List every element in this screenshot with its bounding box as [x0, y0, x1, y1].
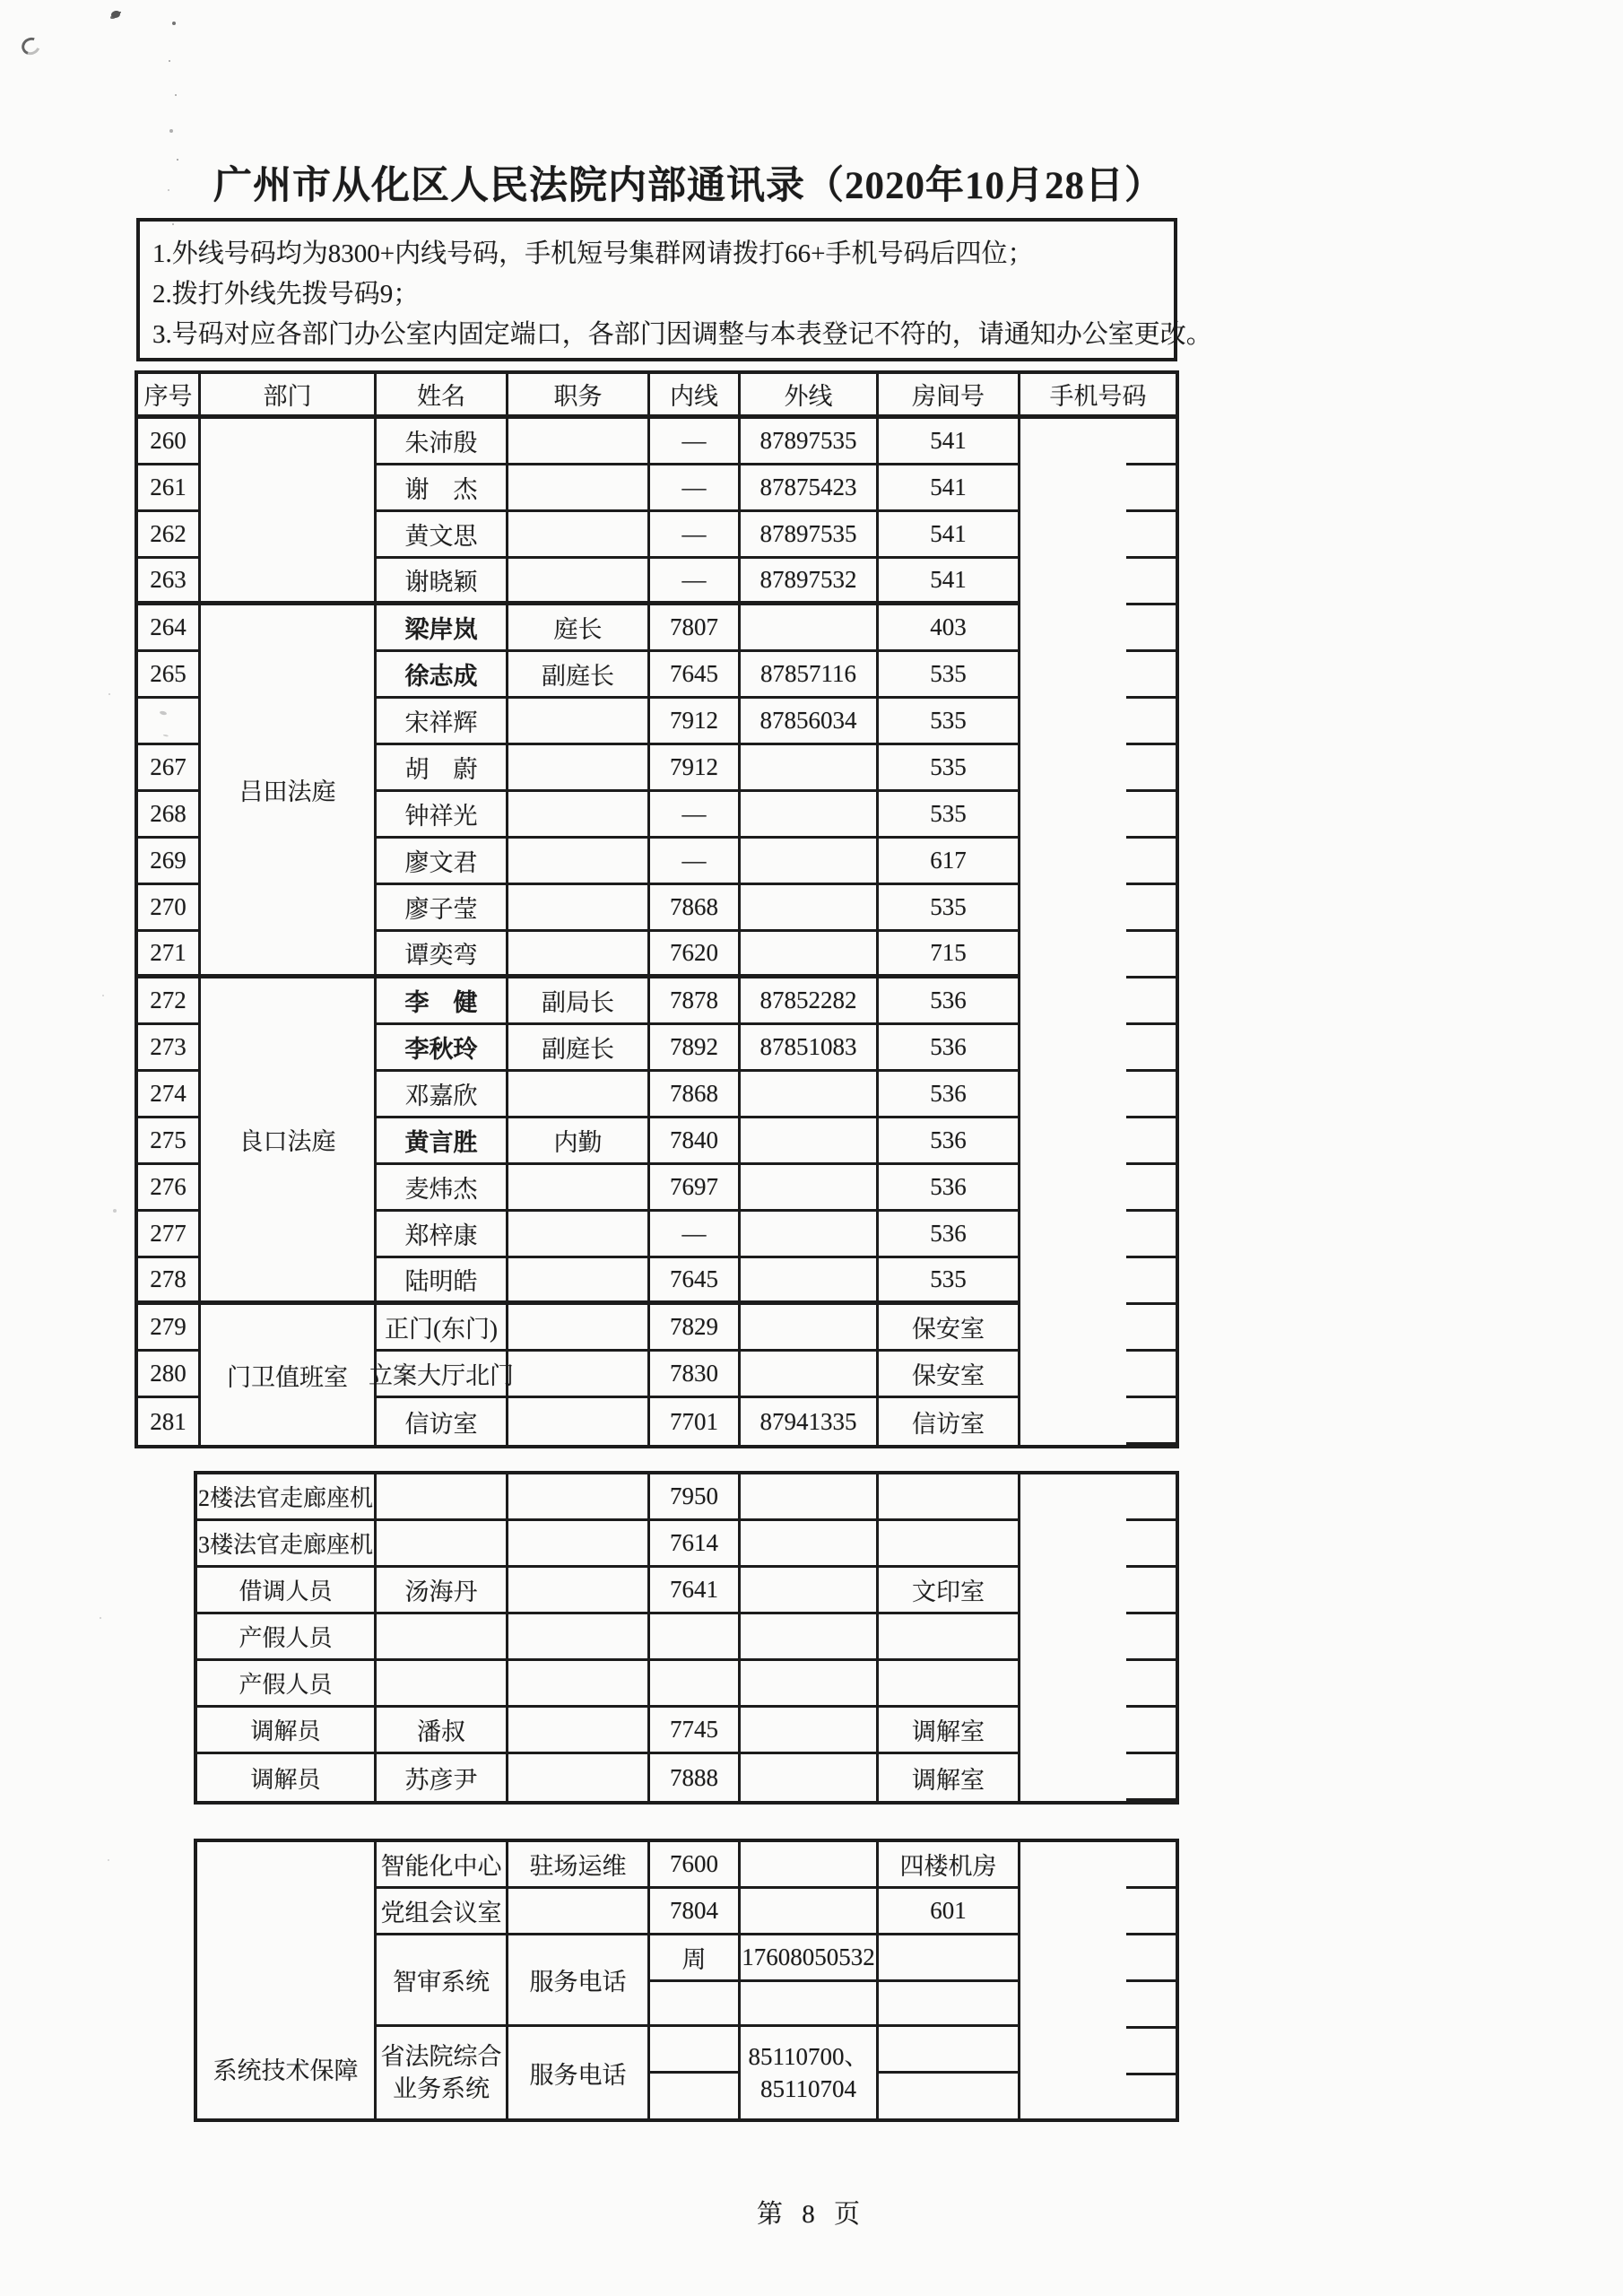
cell-extension: 7701 [650, 1398, 741, 1445]
scan-artifact-blob [111, 11, 120, 18]
cell-extension: 7878 [650, 978, 741, 1025]
column-header-room: 房间号 [879, 374, 1020, 419]
cell-title [508, 699, 650, 745]
cell-category: 3楼法官走廊座机 [197, 1521, 377, 1568]
cell-name: 信访室 [377, 1398, 508, 1445]
cell-title [508, 839, 650, 885]
cell-outside-line: 87856034 [741, 699, 879, 745]
cell-extension: — [650, 1212, 741, 1258]
cell-room [879, 1982, 1020, 2027]
mobile-column-cell [1020, 419, 1176, 1445]
cell-name: 谭奕弯 [377, 932, 508, 978]
cell-room: 文印室 [879, 1568, 1020, 1614]
mobile-column-cell [1020, 1474, 1176, 1801]
cell-dept: 门卫值班室 [201, 1305, 377, 1445]
cell-extension [650, 2027, 741, 2074]
cell-seq: 261 [138, 465, 201, 512]
column-header-outside-line: 外线 [741, 374, 879, 419]
cell-name: 谢 杰 [377, 465, 508, 512]
cell-room [879, 2027, 1020, 2074]
cell-name [377, 1521, 508, 1568]
cell-title [508, 419, 650, 465]
cell-name: 邓嘉欣 [377, 1072, 508, 1118]
column-header-name: 姓名 [377, 374, 508, 419]
cell-outside-line: 87852282 [741, 978, 879, 1025]
cell-name: 钟祥光 [377, 792, 508, 839]
cell-title: 内勤 [508, 1118, 650, 1165]
cell-name: 正门(东门) [377, 1305, 508, 1352]
cell-title: 副庭长 [508, 1025, 650, 1072]
cell-seq: 271 [138, 932, 201, 978]
cell-title: 服务电话 [508, 2027, 650, 2118]
cell-room: 536 [879, 1072, 1020, 1118]
cell-seq: 270 [138, 885, 201, 932]
cell-outside-line: 87875423 [741, 465, 879, 512]
cell-title [508, 885, 650, 932]
cell-extension: 7745 [650, 1708, 741, 1754]
cell-room [879, 1614, 1020, 1661]
cell-title: 驻场运维 [508, 1842, 650, 1889]
cell-seq: 269 [138, 839, 201, 885]
cell-outside-line [741, 1258, 879, 1305]
cell-seq: 272 [138, 978, 201, 1025]
cell-room: 535 [879, 745, 1020, 792]
cell-title [508, 1521, 650, 1568]
cell-outside-line [741, 1661, 879, 1708]
cell-seq: 274 [138, 1072, 201, 1118]
cell-extension: 7868 [650, 1072, 741, 1118]
cell-category: 产假人员 [197, 1661, 377, 1708]
cell-extension: 7600 [650, 1842, 741, 1889]
cell-room: 617 [879, 839, 1020, 885]
cell-name: 智审系统 [377, 1935, 508, 2027]
cell-outside-line [741, 1474, 879, 1521]
cell-title [508, 1474, 650, 1521]
cell-outside-line: 87897535 [741, 419, 879, 465]
cell-seq: 260 [138, 419, 201, 465]
cell-title [508, 932, 650, 978]
cell-title [508, 1889, 650, 1935]
cell-outside-line [741, 932, 879, 978]
cell-title [508, 465, 650, 512]
cell-category: 调解员 [197, 1754, 377, 1801]
cell-name: 梁岸岚 [377, 605, 508, 652]
cell-name: 朱沛殷 [377, 419, 508, 465]
cell-extension: 7697 [650, 1165, 741, 1212]
cell-title [508, 1212, 650, 1258]
cell-outside-line [741, 1614, 879, 1661]
cell-outside-line [741, 1521, 879, 1568]
cell-seq: 275 [138, 1118, 201, 1165]
page-title: 广州市从化区人民法院内部通讯录（2020年10月28日） [213, 165, 1164, 207]
cell-outside-line [741, 1165, 879, 1212]
scan-artifact-specks [0, 0, 4, 4]
cell-room: 调解室 [879, 1708, 1020, 1754]
cell-extension: 7620 [650, 932, 741, 978]
cell-outside-line [741, 792, 879, 839]
cell-outside-line [741, 1305, 879, 1352]
cell-outside-line: 87941335 [741, 1398, 879, 1445]
cell-title: 庭长 [508, 605, 650, 652]
scan-artifact-curl [19, 34, 43, 57]
cell-room: 保安室 [879, 1352, 1020, 1398]
cell-name: 潘叔 [377, 1708, 508, 1754]
cell-category: 2楼法官走廊座机 [197, 1474, 377, 1521]
cell-outside-line [741, 1352, 879, 1398]
cell-title [508, 1614, 650, 1661]
cell-name: 胡 蔚 [377, 745, 508, 792]
cell-outside-line [741, 1072, 879, 1118]
cell-title [508, 1352, 650, 1398]
cell-extension: — [650, 512, 741, 559]
cell-room [879, 1474, 1020, 1521]
cell-extension: 7892 [650, 1025, 741, 1072]
cell-outside-line [741, 1754, 879, 1801]
cell-name [377, 1474, 508, 1521]
cell-room: 535 [879, 792, 1020, 839]
cell-extension [650, 2074, 741, 2118]
cell-room: 536 [879, 1025, 1020, 1072]
cell-outside-line: 17608050532 [741, 1935, 879, 1982]
cell-extension: — [650, 559, 741, 605]
mobile-column-cell [1020, 1842, 1176, 2118]
cell-room: 541 [879, 465, 1020, 512]
cell-name: 廖文君 [377, 839, 508, 885]
cell-outside-line [741, 885, 879, 932]
cell-title [508, 1305, 650, 1352]
cell-seq: 268 [138, 792, 201, 839]
cell-seq: 281 [138, 1398, 201, 1445]
cell-room: 541 [879, 559, 1020, 605]
cell-room: 535 [879, 652, 1020, 699]
cell-room: 535 [879, 699, 1020, 745]
cell-outside-line [741, 1568, 879, 1614]
cell-title [508, 1568, 650, 1614]
cell-extension: 7950 [650, 1474, 741, 1521]
cell-extension: 7912 [650, 699, 741, 745]
page-number: 第 8 页 [756, 2200, 866, 2229]
column-header-title: 职务 [508, 374, 650, 419]
cell-outside-line: 87857116 [741, 652, 879, 699]
cell-name: 谢晓颖 [377, 559, 508, 605]
cell-extension: — [650, 792, 741, 839]
cell-room [879, 2074, 1020, 2118]
cell-extension: 7830 [650, 1352, 741, 1398]
cell-name [377, 1661, 508, 1708]
cell-title: 服务电话 [508, 1935, 650, 2027]
column-header-seq: 序号 [138, 374, 201, 419]
cell-dept: 系统技术保障 [197, 1842, 377, 2118]
cell-extension: 7888 [650, 1754, 741, 1801]
cell-room: 715 [879, 932, 1020, 978]
cell-outside-line [741, 1889, 879, 1935]
cell-outside-line [741, 839, 879, 885]
cell-seq: 265 [138, 652, 201, 699]
cell-room [879, 1661, 1020, 1708]
cell-name: 立案大厅北门 [377, 1352, 508, 1398]
cell-extension [650, 1982, 741, 2027]
cell-room: 保安室 [879, 1305, 1020, 1352]
cell-room: 536 [879, 1212, 1020, 1258]
cell-seq: 277 [138, 1212, 201, 1258]
cell-name: 汤海丹 [377, 1568, 508, 1614]
cell-dept: 吕田法庭 [201, 605, 377, 978]
cell-title [508, 1258, 650, 1305]
cell-seq: 279 [138, 1305, 201, 1352]
cell-room: 536 [879, 1165, 1020, 1212]
cell-extension: — [650, 839, 741, 885]
cell-outside-line [741, 605, 879, 652]
cell-name: 徐志成 [377, 652, 508, 699]
cell-title [508, 1754, 650, 1801]
cell-category: 借调人员 [197, 1568, 377, 1614]
cell-room: 535 [879, 885, 1020, 932]
cell-extension: 7614 [650, 1521, 741, 1568]
cell-name: 陆明皓 [377, 1258, 508, 1305]
cell-room [879, 1935, 1020, 1982]
cell-title [508, 1708, 650, 1754]
cell-seq: 267 [138, 745, 201, 792]
cell-seq: 262 [138, 512, 201, 559]
cell-extension: — [650, 419, 741, 465]
cell-extension: 周 [650, 1935, 741, 1982]
cell-name: 郑梓康 [377, 1212, 508, 1258]
cell-name: 宋祥辉 [377, 699, 508, 745]
cell-extension [650, 1614, 741, 1661]
cell-outside-line: 87897532 [741, 559, 879, 605]
cell-extension: 7807 [650, 605, 741, 652]
cell-outside-line [741, 1982, 879, 2027]
cell-name: 苏彦尹 [377, 1754, 508, 1801]
cell-extension: 7804 [650, 1889, 741, 1935]
cell-room: 536 [879, 1118, 1020, 1165]
cell-outside-line [741, 1708, 879, 1754]
cell-title: 副庭长 [508, 652, 650, 699]
cell-room: 601 [879, 1889, 1020, 1935]
cell-outside-line: 85110700、85110704 [741, 2027, 879, 2118]
cell-seq: 276 [138, 1165, 201, 1212]
cell-seq: 278 [138, 1258, 201, 1305]
cell-extension: — [650, 465, 741, 512]
cell-name: 黄文思 [377, 512, 508, 559]
cell-title [508, 745, 650, 792]
cell-title [508, 559, 650, 605]
cell-extension: 7912 [650, 745, 741, 792]
cell-room: 四楼机房 [879, 1842, 1020, 1889]
cell-outside-line: 87851083 [741, 1025, 879, 1072]
column-header-dept: 部门 [201, 374, 377, 419]
cell-dept [201, 419, 377, 605]
cell-title [508, 1661, 650, 1708]
cell-room [879, 1521, 1020, 1568]
cell-title: 副局长 [508, 978, 650, 1025]
cell-room: 536 [879, 978, 1020, 1025]
cell-seq: 264 [138, 605, 201, 652]
cell-dept: 良口法庭 [201, 978, 377, 1305]
cell-seq: 273 [138, 1025, 201, 1072]
systems-support-table [194, 1839, 1179, 2122]
cell-category: 调解员 [197, 1708, 377, 1754]
cell-title [508, 1398, 650, 1445]
cell-extension: 7840 [650, 1118, 741, 1165]
cell-outside-line [741, 745, 879, 792]
notes-box [136, 218, 1212, 361]
note-line-2: 2.拨打外线先拨号码9； [152, 280, 420, 309]
cell-title [508, 1165, 650, 1212]
cell-name [377, 1614, 508, 1661]
cell-room: 调解室 [879, 1754, 1020, 1801]
cell-name: 黄言胜 [377, 1118, 508, 1165]
cell-name: 麦炜杰 [377, 1165, 508, 1212]
note-line-1: 1.外线号码均为8300+内线号码，手机短号集群网请拨打66+手机号码后四位； [152, 239, 1034, 268]
cell-category: 产假人员 [197, 1614, 377, 1661]
cell-outside-line [741, 1842, 879, 1889]
cell-extension: 7829 [650, 1305, 741, 1352]
cell-title [508, 1072, 650, 1118]
cell-extension [650, 1661, 741, 1708]
cell-room: 403 [879, 605, 1020, 652]
cell-outside-line [741, 1118, 879, 1165]
cell-room: 535 [879, 1258, 1020, 1305]
cell-room: 信访室 [879, 1398, 1020, 1445]
cell-name: 党组会议室 [377, 1889, 508, 1935]
extras-table [194, 1471, 1179, 1805]
cell-title [508, 512, 650, 559]
main-directory-table [135, 370, 1179, 1448]
cell-extension: 7641 [650, 1568, 741, 1614]
cell-room: 541 [879, 512, 1020, 559]
cell-seq: 263 [138, 559, 201, 605]
column-header-mobile: 手机号码 [1020, 374, 1176, 419]
cell-title [508, 792, 650, 839]
cell-name: 省法院综合业务系统 [377, 2027, 508, 2118]
cell-seq: 280 [138, 1352, 201, 1398]
note-line-3: 3.号码对应各部门办公室内固定端口，各部门因调整与本表登记不符的，请通知办公室更改。 [152, 320, 1212, 349]
cell-name: 智能化中心 [377, 1842, 508, 1889]
column-header-extension: 内线 [650, 374, 741, 419]
cell-outside-line: 87897535 [741, 512, 879, 559]
cell-extension: 7645 [650, 1258, 741, 1305]
cell-name: 李 健 [377, 978, 508, 1025]
cell-name: 廖子莹 [377, 885, 508, 932]
cell-extension: 7645 [650, 652, 741, 699]
cell-room: 541 [879, 419, 1020, 465]
cell-extension: 7868 [650, 885, 741, 932]
cell-outside-line [741, 1212, 879, 1258]
cell-seq [138, 699, 201, 745]
cell-name: 李秋玲 [377, 1025, 508, 1072]
